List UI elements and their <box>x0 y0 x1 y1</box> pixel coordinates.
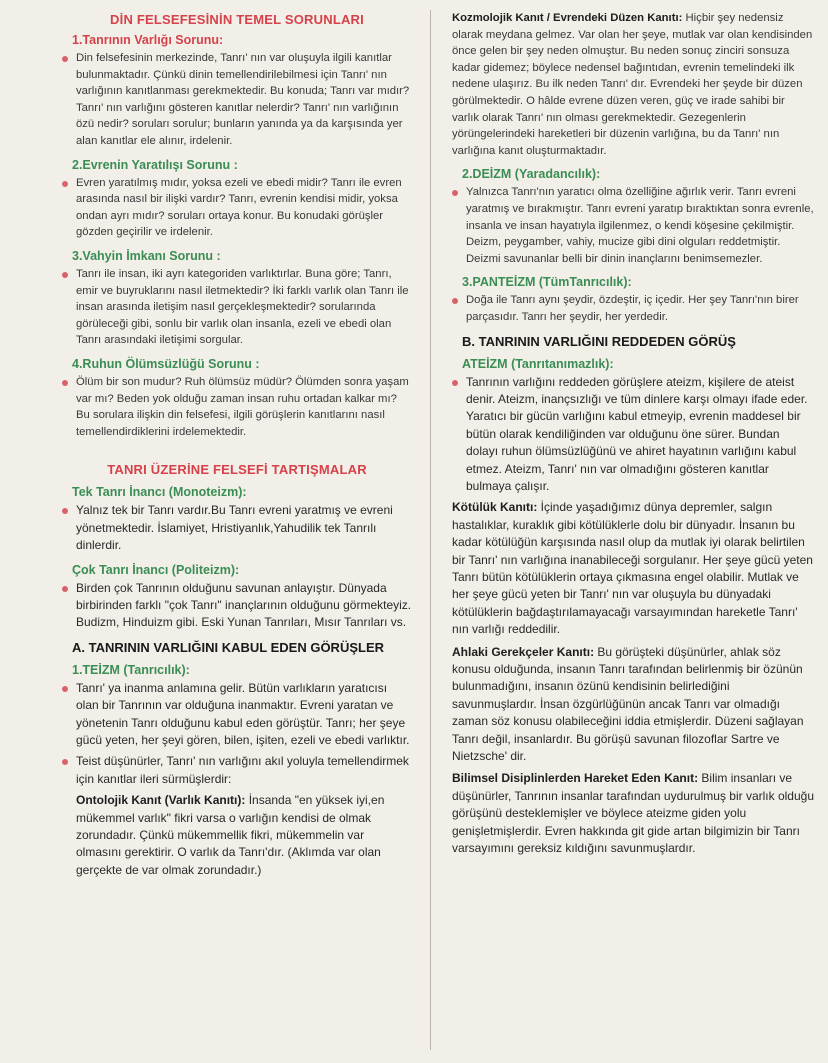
panteizm-heading: 3.PANTEİZM (TümTanrıcılık): <box>462 275 632 290</box>
bullet-icon <box>452 298 458 304</box>
bullet-icon <box>452 380 458 386</box>
kotuluk-kaniti: Kötülük Kanıtı: İçinde yaşadığımız dünya depremler, salgın hastalıklar, kuraklık gibi kötülüklerle dolu bir dünyadır. İnsanın bu kadar kötülüğün karşısında nasıl olup da mutlak iyi olarak belirtilen bir Tanrı' nın varlığına inanabileceği sorgulanır. Her şeye gücü yeten Tanrı bütün kötülüklerin ortaya çıkmasına engel olabilir. Mutlak ve her şeye gücü yeten bir Tanrı' nın var oluşuyla bu dünyadaki kötülüklerin bağdaştırılamayacağı varsayımından hareketle Tanrı' nın varlığı reddedilir. <box>452 500 813 637</box>
deizm-heading: 2.DEİZM (Yaradancılık): <box>462 167 601 182</box>
politeizm-heading: Çok Tanrı İnancı (Politeizm): <box>72 562 240 577</box>
section-a-heading: A. TANRININ VARLIĞINI KABUL EDEN GÖRÜŞLER <box>72 639 385 655</box>
bullet-item: Yalnızca Tanrı'nın yaratıcı olma özelliğine ağırlık verir. Tanrı evreni yaratmış ve bırakmıştır. Tanrı evreni yaratıp bıraktıktan sonra evrenle, insanla ve insan hayatıyla ilgilenmez, o kendi köşesine çekilmiştir. Deizm, peygamber, vahiy, mucize gibi dini olguları reddetmiştir. Deizmi savunanlar belli bir dinin inançlarını benimsemezler. <box>452 184 814 267</box>
bullet-icon <box>62 380 68 386</box>
section-heading-2: 2.Evrenin Yaratılışı Sorunu : <box>72 157 238 172</box>
ateizm-heading: ATEİZM (Tanrıtanımazlık): <box>462 356 614 371</box>
bullet-item: Yalnız tek bir Tanrı vardır.Bu Tanrı evreni yaratmış ve evreni yönetmektedir. İslamiyet, Hristiyanlık,Yahudilik tek Tanrılı dinlerdir. <box>62 502 412 554</box>
monoteizm-heading: Tek Tanrı İnancı (Monoteizm): <box>72 485 247 500</box>
bullet-item: Din felsefesinin merkezinde, Tanrı' nın var oluşuyla ilgili kanıtlar bulunmaktadır. Çünkü dinin temellendirilebilmesi için Tanrı' nın varlığının kanıtlanması gerekmektedir. Bu konuda; Tanrı var mıdır? Tanrı' nın varlığını gösteren kanıtlar nelerdir? Tanrı' nın varlığının özü nedir? soruları sorulur; bunların yanında ya da karşısında yer alan kanıtlar ele alınır, irdelenir. <box>62 50 412 150</box>
bullet-icon <box>62 508 68 514</box>
big-text-block <box>62 485 412 879</box>
bullet-item: Tanrı ile insan, iki ayrı kategoriden varlıktırlar. Buna göre; Tanrı, emir ve buyruklarını nasıl iletmektedir? İki farklı varlık olan Tanrı ile insan arasında iletişim nasıl gerçekleşmektedir? sorularında görüleceği gibi, sonlu bir varlık olan insanla, ezeli ve ebedi olan Tanrı arasındaki iletişimi sorgular. <box>62 266 412 349</box>
ahlaki-gerekceler-kaniti: Ahlaki Gerekçeler Kanıtı: Bu görüşteki düşünürler, ahlak söz konusu olduğunda, insanın Tanrı tarafından belirlenmiş bir özünün bulunmadığını, insanın özünü kendisinin belirlediğini savunmuşlardır. İnsan özgürlüğünün ancak Tanrı var olmadığı zaman söz konusu olabileceğini iddia etmişlerdir. Düzeni sağlayan Tanrı değil, insanlardır. Bu görüşü savunan filozoflar Sartre ve Nietzsche' dir. <box>452 644 804 764</box>
kozmolojik-kanit: Kozmolojik Kanıt / Evrendeki Düzen Kanıtı: Hiçbir şey nedensiz olarak meydana gelmez. Var olan her şeye, mutlak var olan kendisinden önce gelen bir şey neden olmuştur. Bu neden sonuç zinciri sonsuza kadar gidemez; böylece nedensel bağıntıdan, evrenin temelindeki ilk nedene ulaşırız. Bu ilk neden Tanrı' dır. Evrendeki her şeyde bir düzen görülmektedir. O hâlde evrene düzen veren, güç ve irade sahibi bir varlık olarak Tanrı' nın olması gerekmektedir. Gezegenlerin yörüngelerindeki hareketleri bir düzenin varlığına, bu da Tanrı' nın varlığına kanıt oluşturmaktadır. <box>452 12 813 157</box>
bullet-icon <box>62 759 68 765</box>
page-title: DİN FELSEFESİNİN TEMEL SORUNLARI <box>110 12 364 27</box>
bullet-item: Tanrının varlığını reddeden görüşlere ateizm, kişilere de ateist denir. Ateizm, inançsızlığı ve tüm dinlere karşı olmayı ifade eder. Yaratıcı bir gücün varlığını kabul etmeyip, evrenin maddesel bir bütün olarak kendiliğinden var olduğunu öne sürer. Bundan dolayı ruhun ölümsüzlüğünü ve ahiret hayatının varlığını kabul etmez. Ateizm, Tanrı' nın var olmadığını gösteren kanıtlar bulmaya çalışır. <box>452 374 814 496</box>
subpage-title: TANRI ÜZERİNE FELSEFİ TARTIŞMALAR <box>107 462 367 478</box>
teizm-heading: 1.TEİZM (Tanrıcılık): <box>72 662 190 677</box>
section-heading-3: 3.Vahyin İmkanı Sorunu : <box>72 248 221 263</box>
ontolojik-kanit: Ontolojik Kanıt (Varlık Kanıtı): İnsanda "en yüksek iyi,en mükemmel varlık" fikri varsa o varlığın kendisi de olmak zorundadır. Çünkü mükemmellik fikri, mükemmelin var olmasını gerektirir. O varlık da Tanrı'dır. (Aklımda var olan gerçekte de var olmak zorundadır.) <box>76 793 385 877</box>
bullet-item: Tanrı' ya inanma anlamına gelir. Bütün varlıkların yaratıcısı olan bir Tanrının var olduğuna inanmaktır. Evreni yaratan ve yönetenin Tanrı olduğunu kabul eden görüştür. Tanrı; her şeye gücü yeten, her şeyi gören, bilen, işiten, ezeli ve ebedi varlıktır. <box>62 680 412 750</box>
bullet-icon <box>62 56 68 62</box>
bullet-icon <box>62 181 68 187</box>
bilimsel-kanit: Bilimsel Disiplinlerden Hareket Eden Kanıt: Bilim insanları ve düşünürler, Tanrının insanlar tarafından uydurulmuş bir varlık olduğu görüşünü desteklemişler ve böylece ateizme giden yolu genişletmişlerdir. Evren hakkında git gide artan bilgimizin bir Tanrı varsayımını gereksiz kıldığını savunmuşlardır. <box>452 771 814 856</box>
bullet-item: Ölüm bir son mudur? Ruh ölümsüz müdür? Ölümden sonra yaşam var mı? Beden yok olduğu zaman insan ruhu ortadan kalkar mı? Bu sorulara ilişkin din felsefesi, ilgili görüşlerin kanıtlarını nasıl temellendirdiklerini irdelemektedir. <box>62 374 412 440</box>
bullet-icon <box>62 586 68 592</box>
bullet-icon <box>452 190 458 196</box>
bullet-icon <box>62 272 68 278</box>
section-heading-4: 4.Ruhun Ölümsüzlüğü Sorunu : <box>72 356 260 371</box>
big-text-block-right <box>452 334 814 858</box>
bullet-item: Evren yaratılmış mıdır, yoksa ezeli ve ebedi midir? Tanrı ile evren arasında nasıl bir ilişki vardır? Tanrı, evrenin kendisi midir, yoksa ondan ayrı mıdır? soruları ortaya konur. Bu konudaki görüşler gözden geçirilir ve irdelenir. <box>62 175 412 241</box>
right-column <box>452 8 814 862</box>
bullet-item: Birden çok Tanrının olduğunu savunan anlayıştır. Dünyada birbirinden farklı "çok Tanrı" inançlarının olduğunu görmekteyiz. Budizm, Hinduizm gibi. Eski Yunan Tanrıları, Mısır Tanrıları vs. <box>62 580 412 632</box>
bullet-item: Doğa ile Tanrı aynı şeydir, özdeştir, iç içedir. Her şey Tanrı'nın birer parçasıdır. Tanrı her şeydir, her yerdedir. <box>452 292 814 325</box>
bullet-icon <box>62 686 68 692</box>
section-heading-1: 1.Tanrının Varlığı Sorunu: <box>72 33 224 47</box>
column-divider <box>430 10 431 1050</box>
left-column <box>62 8 412 884</box>
bullet-item: Teist düşünürler, Tanrı' nın varlığını akıl yoluyla temellendirmek için kanıtlar ileri sürmüşlerdir: <box>62 753 412 788</box>
section-b-heading: B. TANRININ VARLIĞINI REDDEDEN GÖRÜŞ <box>462 333 736 349</box>
